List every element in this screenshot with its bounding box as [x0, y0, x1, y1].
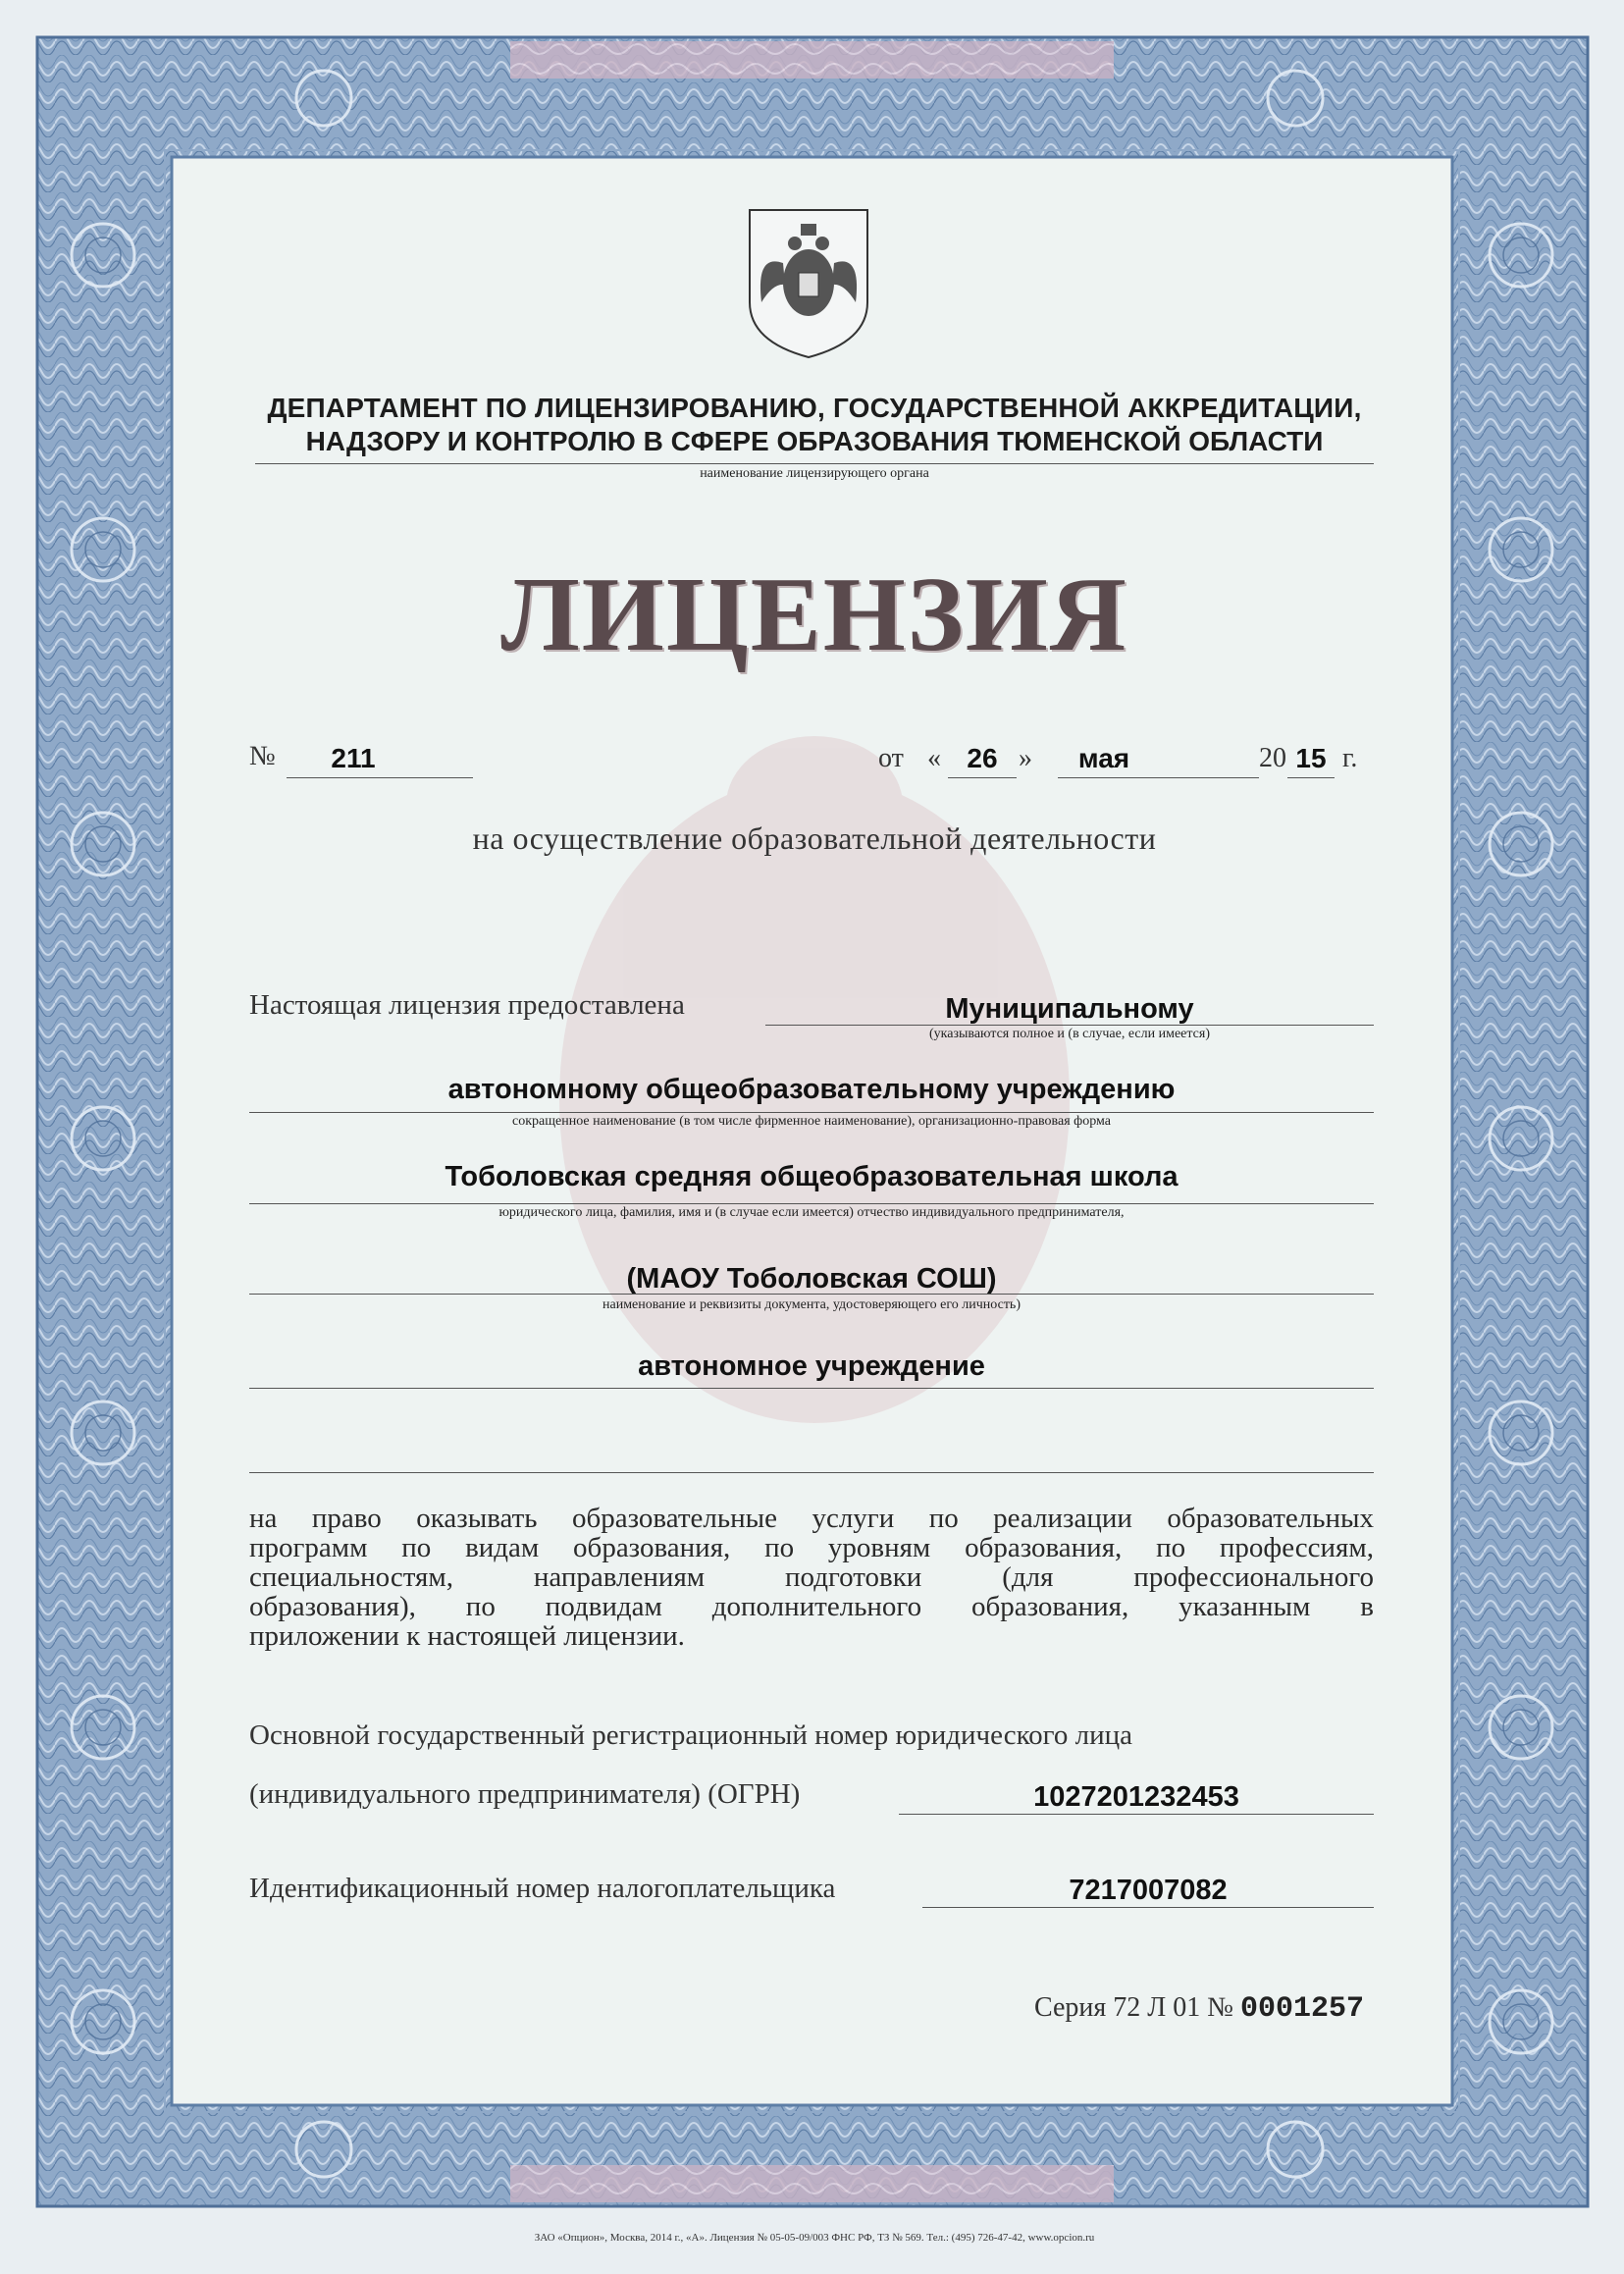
grantee-caption-1: (указываются полное и (в случае, если имеется) [928, 1027, 1210, 1041]
grantee-underline-2 [249, 1112, 1374, 1113]
grantee-value-1: Муниципальному [945, 993, 1194, 1025]
ogrn-label-1: Основной государственный регистрационный номер юридического лица [249, 1719, 1132, 1751]
ogrn-value: 1027201232453 [1033, 1781, 1239, 1813]
date-month: мая [1077, 743, 1130, 773]
series-block [952, 1992, 1364, 2026]
rights-line-3: специальностям, направлениям подготовки (для профессионального [249, 1561, 1374, 1593]
grantee-value-4: (МАОУ Тоболовская СОШ) [626, 1263, 997, 1295]
quote-close: » [1019, 743, 1032, 773]
rights-line-1: на право оказывать образовательные услуги по реализации образовательных [249, 1503, 1374, 1534]
grantee-caption-2: сокращенное наименование (в том числе фирменное наименование), организационно-правовая форма [512, 1114, 1111, 1129]
quote-open: « [927, 743, 941, 773]
grantee-underline-3 [249, 1203, 1374, 1204]
grantee-caption-4: наименование и реквизиты документа, удостоверяющего его личность) [602, 1297, 1021, 1312]
day-underline [948, 777, 1017, 778]
coat-of-arms-icon [744, 204, 873, 361]
authority-name-line1: ДЕПАРТАМЕНТ ПО ЛИЦЕНЗИРОВАНИЮ, ГОСУДАРСТВЕННОЙ АККРЕДИТАЦИИ, [267, 393, 1362, 423]
authority-underline [255, 463, 1374, 464]
inn-underline [922, 1907, 1374, 1908]
inn-value: 7217007082 [1069, 1875, 1228, 1906]
year-label: г. [1342, 743, 1358, 773]
series-value: 72 Л 01 [1113, 1992, 1201, 2023]
license-purpose: на осуществление образовательной деятельности [472, 820, 1157, 856]
grantee-value-5: автономное учреждение [638, 1350, 985, 1382]
rights-line-4: образования), по подвидам дополнительного образования, указанным в [249, 1591, 1374, 1622]
rights-line-2: программ по видам образования, по уровням образования, по профессиям, [249, 1532, 1374, 1563]
date-day: 26 [967, 743, 998, 773]
grantee-underline-6 [249, 1472, 1374, 1473]
grantee-intro: Настоящая лицензия предоставлена [249, 989, 685, 1021]
inn-label: Идентификационный номер налогоплательщика [249, 1873, 836, 1904]
grantee-value-2: автономному общеобразовательному учреждению [447, 1074, 1176, 1105]
grantee-underline-1 [765, 1025, 1374, 1026]
authority-name-line2: НАДЗОРУ И КОНТРОЛЮ В СФЕРЕ ОБРАЗОВАНИЯ ТЮМЕНСКОЙ ОБЛАСТИ [305, 426, 1324, 456]
series-number: 0001257 [1239, 1992, 1364, 2026]
license-number: 211 [331, 743, 376, 773]
series-label: Серия [1033, 1992, 1107, 2023]
year-underline [1287, 777, 1335, 778]
ogrn-label-2: (индивидуального предпринимателя) (ОГРН) [249, 1778, 801, 1810]
month-underline [1058, 777, 1259, 778]
grantee-underline-5 [249, 1388, 1374, 1389]
year-suffix: 15 [1295, 743, 1327, 773]
ogrn-underline [899, 1814, 1374, 1815]
printer-imprint: ЗАО «Опцион», Москва, 2014 г., «А». Лицензия № 05-05-09/003 ФНС РФ, ТЗ № 569. Тел.: (495) 726-47-42, www.opcion.ru [534, 2232, 1095, 2244]
rights-line-5: приложении к настоящей лицензии. [249, 1620, 685, 1652]
grantee-value-3: Тоболовская средняя общеобразовательная школа [445, 1161, 1179, 1192]
document-title: ЛИЦЕНЗИЯ [500, 556, 1128, 673]
number-label: № [249, 741, 276, 771]
year-prefix: 20 [1259, 743, 1286, 773]
rights-text [249, 1504, 1374, 1651]
from-label: от [878, 743, 904, 773]
grantee-caption-3: юридического лица, фамилия, имя и (в случае если имеется) отчество индивидуального предпринимателя, [498, 1205, 1125, 1220]
series-no-label: № [1207, 1992, 1233, 2023]
authority-caption: наименование лицензирующего органа [700, 466, 929, 481]
number-underline [287, 777, 473, 778]
